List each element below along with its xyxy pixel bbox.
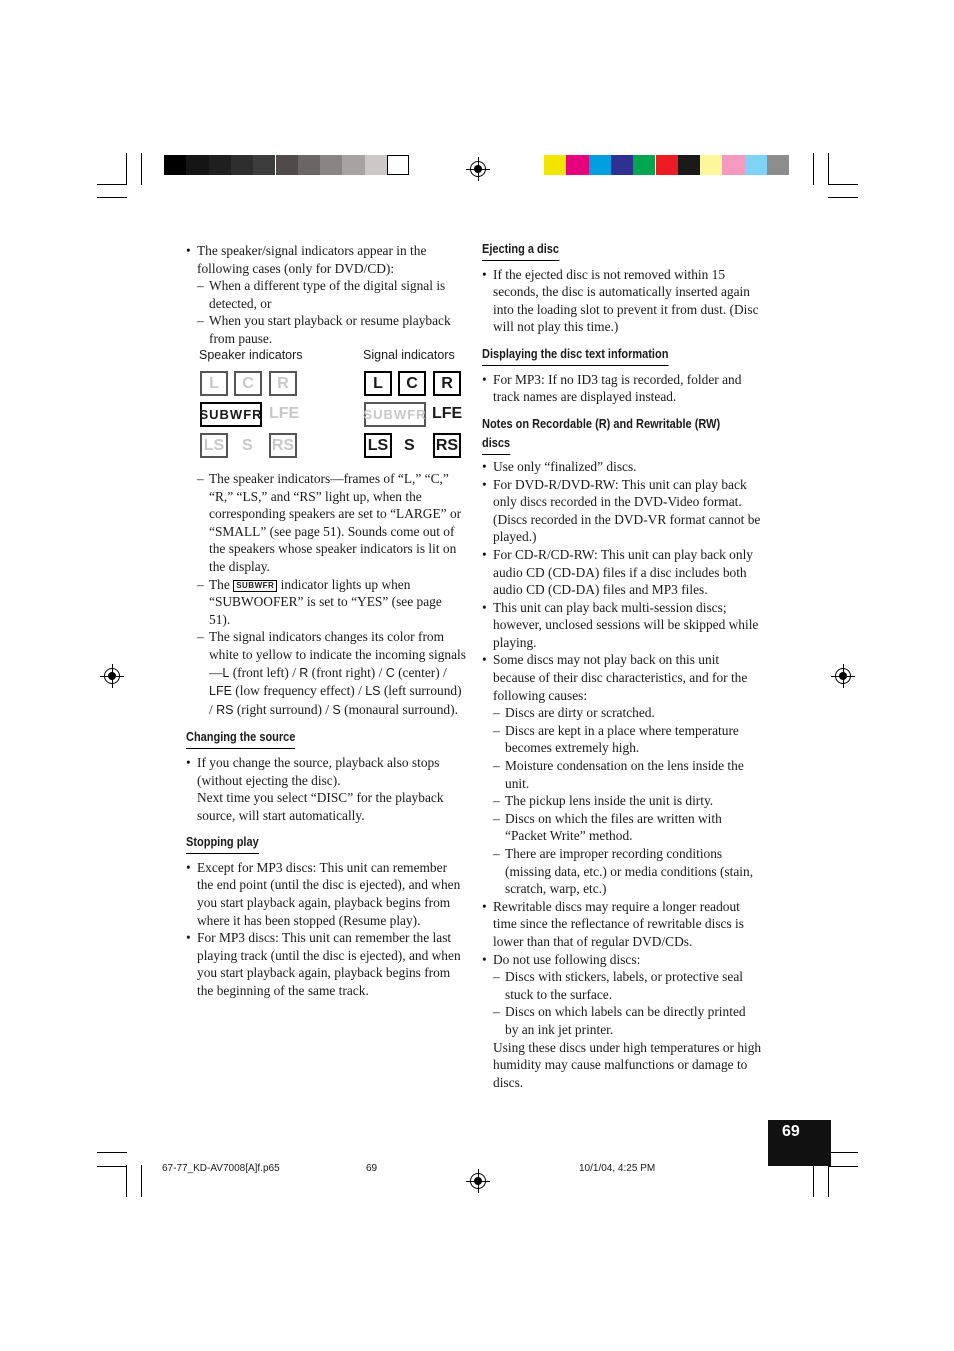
- signal-indicator-ls: LS: [364, 433, 392, 458]
- color-swatch: [164, 155, 186, 175]
- subwoofer-note: – The SUBWFR indicator lights up when “SUBWOOFER” is set to “YES” (see page 51).: [197, 576, 442, 627]
- note-bullet: • Some discs may not play back on this unit because of their disc characteristics, and for the following causes:: [482, 651, 762, 704]
- speaker-indicator-l: L: [200, 371, 228, 396]
- color-swatch: [342, 155, 364, 175]
- note-bullet: • For DVD-R/DVD-RW: This unit can play back only discs recorded in the DVD-Video format. (Discs recorded in the DVD-VR format cannot be played.): [482, 476, 762, 546]
- eject-bullet: • If the ejected disc is not removed within 15 seconds, the disc is automatically inserted again into the loading slot to prevent it from dust. (Disc will not play this time.): [482, 266, 762, 336]
- speaker-indicator-subwfr: SUBWFR: [200, 402, 262, 427]
- note-bullet: • Use only “finalized” discs.: [482, 458, 762, 476]
- case-item: – When a different type of the digital signal is detected, or: [197, 278, 446, 311]
- heading-stopping-play: Stopping play: [186, 834, 259, 854]
- speaker-indicator-lfe: LFE: [269, 405, 300, 422]
- source-continuation: Next time you select “DISC” for the playback source, will start automatically.: [197, 790, 444, 823]
- left-column-body: [186, 470, 466, 1000]
- avoid-continuation: Using these discs under high temperatures or high humidity may cause malfunctions or damage to discs.: [493, 1039, 762, 1090]
- cause-item: – There are improper recording conditions (missing data, etc.) or media conditions (stain, scratch, warp, etc.): [493, 846, 754, 897]
- heading-changing-source: Changing the source: [186, 729, 295, 749]
- subwfr-indicator-icon: SUBWFR: [233, 580, 277, 592]
- cause-item: – The pickup lens inside the unit is dirty.: [493, 793, 714, 809]
- page-number-tab: [768, 1120, 831, 1166]
- color-swatch: [767, 155, 789, 175]
- stop-bullet: • Except for MP3 discs: This unit can remember the end point (until the disc is ejected), and when you start playback again, playback begins from where it has been stopped (Resume play).: [186, 859, 466, 929]
- note-bullet: • Rewritable discs may require a longer readout time since the reflectance of rewritable discs is lower than that of regular DVD/CDs.: [482, 898, 762, 951]
- avoid-item: – Discs with stickers, labels, or protective seal stuck to the surface.: [493, 969, 743, 1002]
- intro-bullet: • The speaker/signal indicators appear in the following cases (only for DVD/CD):: [186, 242, 466, 277]
- avoid-item: – Discs on which labels can be directly printed by an ink jet printer.: [493, 1004, 746, 1037]
- speaker-indicator-ls: LS: [200, 433, 228, 458]
- registration-mark-icon: [470, 1173, 486, 1189]
- heading-ejecting-disc: Ejecting a disc: [482, 241, 559, 261]
- signal-indicator-r: R: [433, 371, 461, 396]
- signal-indicator-s: S: [404, 437, 415, 454]
- signal-indicator-subwfr: SUBWFR: [364, 402, 426, 427]
- signal-indicator-rs: RS: [433, 433, 461, 458]
- color-swatch: [722, 155, 744, 175]
- case-item: – When you start playback or resume playback from pause.: [197, 313, 451, 346]
- color-swatch: [276, 155, 298, 175]
- speaker-note: – The speaker indicators—frames of “L,” “C,” “R,” “LS,” and “RS” light up, when the corresponding speakers are set to “LARGE” or “SMALL” (see page 51). Sounds come out of the speakers whose speaker indicators is lit on the display.: [197, 471, 462, 574]
- color-swatch: [633, 155, 655, 175]
- registration-mark-icon: [835, 668, 851, 684]
- signal-indicator-lfe: LFE: [432, 405, 463, 422]
- color-swatch: [745, 155, 767, 175]
- heading-disc-text: Displaying the disc text information: [482, 346, 668, 366]
- color-swatch: [320, 155, 342, 175]
- color-swatch: [231, 155, 253, 175]
- color-swatch: [387, 155, 409, 175]
- note-bullet: • Do not use following discs:: [482, 951, 762, 969]
- color-swatch: [544, 155, 566, 175]
- signal-indicator-c: C: [398, 371, 426, 396]
- footer-date: 10/1/04, 4:25 PM: [579, 1163, 656, 1174]
- signal-note: – The signal indicators changes its color from white to yellow to indicate the incoming signals—L (front left) / R (front right) / C (center) / LFE (low frequency effect) / LS (left surround) / RS (right surround) / S (monaural surround).: [197, 629, 466, 717]
- disc-text-bullet: • For MP3: If no ID3 tag is recorded, folder and track names are displayed instead.: [482, 371, 762, 406]
- speaker-indicator-rs: RS: [269, 433, 297, 458]
- color-swatch: [678, 155, 700, 175]
- left-column-intro: [186, 242, 466, 348]
- color-swatch: [611, 155, 633, 175]
- note-bullet: • This unit can play back multi-session discs; however, unclosed sessions will be skipped while playing.: [482, 599, 762, 652]
- speaker-indicators-label: Speaker indicators: [199, 348, 303, 362]
- heading-notes-line2: discs: [482, 435, 510, 455]
- registration-mark-icon: [104, 668, 120, 684]
- footer-page: 69: [366, 1163, 378, 1174]
- signal-indicator-l: L: [364, 371, 392, 396]
- registration-mark-icon: [470, 161, 486, 177]
- color-swatch: [589, 155, 611, 175]
- speaker-indicator-c: C: [234, 371, 262, 396]
- footer-filename: 67-77_KD-AV7008[A]f.p65: [162, 1163, 280, 1174]
- source-bullet: • If you change the source, playback also stops (without ejecting the disc).: [186, 754, 466, 789]
- heading-notes-line1: Notes on Recordable (R) and Rewritable (RW): [482, 416, 721, 431]
- page-number: 69: [782, 1123, 800, 1140]
- note-bullet: • For CD-R/CD-RW: This unit can play back only audio CD (CD-DA) files if a disc includes both audio CD (CD-DA) files and MP3 files.: [482, 546, 762, 599]
- color-swatch: [566, 155, 588, 175]
- color-swatch: [186, 155, 208, 175]
- color-swatch: [656, 155, 678, 175]
- cause-item: – Discs are dirty or scratched.: [493, 705, 655, 721]
- speaker-indicator-s: S: [242, 437, 253, 454]
- speaker-indicator-r: R: [269, 371, 297, 396]
- signal-indicators-label: Signal indicators: [363, 348, 455, 362]
- cause-item: – Moisture condensation on the lens inside the unit.: [493, 758, 744, 791]
- stop-bullet: • For MP3 discs: This unit can remember the last playing track (until the disc is ejected), and when you start playback again, playback begins from the beginning of the same track.: [186, 929, 466, 999]
- color-swatch: [700, 155, 722, 175]
- color-swatch: [365, 155, 387, 175]
- color-swatch: [298, 155, 320, 175]
- cause-item: – Discs on which the files are written with “Packet Write” method.: [493, 810, 722, 844]
- cause-item: – Discs are kept in a place where temperature becomes extremely high.: [493, 722, 739, 756]
- color-swatch: [209, 155, 231, 175]
- color-swatch: [253, 155, 275, 175]
- right-column: [482, 240, 762, 1091]
